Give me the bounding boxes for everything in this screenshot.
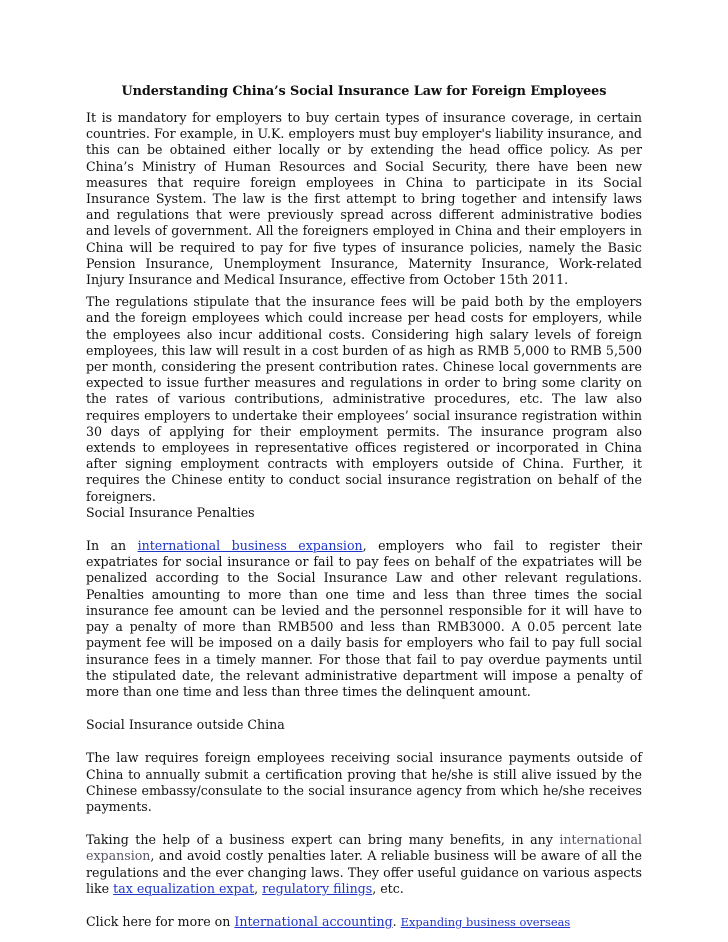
link-international-business-expansion[interactable]: international business expansion: [137, 538, 363, 554]
expert-mid: , and avoid costly penalties later. A reliable business will be aware of all the regulations and the ever changing laws. They offer useful guidance on various aspects like: [86, 848, 642, 896]
paragraph-click-here: [86, 914, 642, 930]
document-title: Understanding China’s Social Insurance Law for Foreign Employees: [121, 84, 607, 99]
penalties-text: , employers who fail to register their expatriates for social insurance or fail to pay fees on behalf of the expatriates will be penalized according to the Social Insurance Law and other relevant regulations. Penalties amounting to more than one time and less than three times the social insurance fee amount can be levied and the personnel responsible for it will have to pay a penalty of more than RMB500 and less than RMB3000. A 0.05 percent late payment fee will be imposed on a daily basis for employers who fail to pay full social insurance fees in a timely manner. For those that fail to pay overdue payments until the stipulated date, the relevant administrative department will impose a penalty of more than one time and less than three times the delinquent amount.: [86, 538, 642, 699]
click-separator: .: [392, 913, 401, 929]
paragraph-penalties: [86, 538, 642, 700]
link-regulatory-filings[interactable]: regulatory filings: [262, 880, 373, 896]
link-tax-equalization-expat[interactable]: tax equalization expat: [113, 880, 255, 896]
link-international-expansion[interactable]: international expansion: [86, 832, 642, 864]
paragraph-business-expert: [86, 832, 642, 897]
expert-prefix: Taking the help of a business expert can bring many benefits, in any: [86, 832, 560, 848]
expert-suffix: , etc.: [372, 880, 404, 896]
link-international-accounting[interactable]: International accounting: [234, 913, 393, 929]
paragraph-intro: It is mandatory for employers to buy certain types of insurance coverage, in certain countries. For example, in U.K. employers must buy employer's liability insurance, and this can be obtained either locally or by extending the head office policy. As per China’s Ministry of Human Resources and Social Security, there have been new measures that require foreign employees in China to participate in its Social Insurance System. The law is the first attempt to bring together and intensify laws and regulations that were previously spread across different administrative bodies and levels of government. All the foreigners employed in China and their employers in China will be required to pay for five types of insurance policies, namely the Basic Pension Insurance, Unemployment Insurance, Maternity Insurance, Work-related Injury Insurance and Medical Insurance, effective from October 15th 2011.: [86, 110, 642, 288]
click-prefix: Click here for more on: [86, 913, 235, 929]
penalties-prefix: In an: [86, 538, 138, 554]
expert-comma: ,: [254, 880, 263, 896]
heading-outside-china: Social Insurance outside China: [86, 717, 285, 733]
paragraph-outside-china: The law requires foreign employees receiving social insurance payments outside of China to annually submit a certification proving that he/she is still alive issued by the Chinese embassy/consulate to the social insurance agency from which he/she receives payments.: [86, 750, 642, 814]
paragraph-regulations: The regulations stipulate that the insurance fees will be paid both by the employers and the foreign employees which could increase per head costs for employers, while the employees also incur additional costs. Considering high salary levels of foreign employees, this law will result in a cost burden of as high as RMB 5,000 to RMB 5,500 per month, considering the present contribution rates. Chinese local governments are expected to issue further measures and regulations in order to bring some clarity on the rates of various contributions, administrative procedures, etc. The law also requires employers to undertake their employees’ social insurance registration within 30 days of applying for their employment permits. The insurance program also extends to employees in representative offices registered or incorporated in China after signing employment contracts with employers outside of China. Further, it requires the Chinese entity to conduct social insurance registration on behalf of the foreigners.: [86, 294, 642, 504]
link-expanding-business-overseas[interactable]: Expanding business overseas: [400, 914, 571, 929]
heading-penalties: Social Insurance Penalties: [86, 504, 255, 520]
